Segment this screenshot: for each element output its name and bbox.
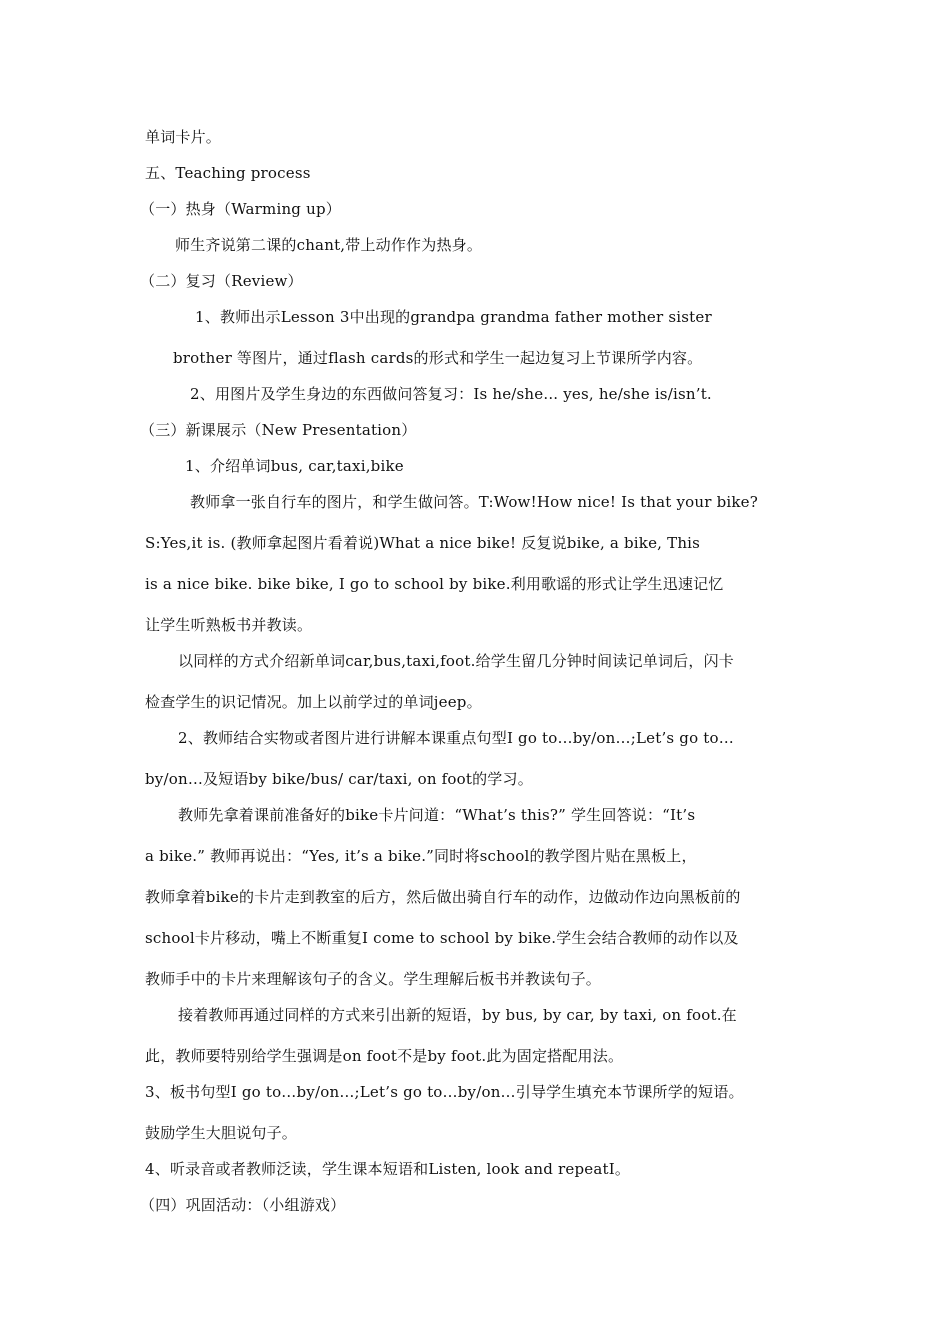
subsection-heading: （二）复习（Review） — [140, 272, 303, 290]
text-line: 3、板书句型I go to…by/on…;Let’s go to…by/on…引导学生填充本节课所学的短语。 — [145, 1083, 744, 1101]
text-line: a bike.” 教师再说出：“Yes, it’s a bike.”同时将school的教学图片贴在黑板上， — [145, 847, 697, 865]
text-line: 接着教师再通过同样的方式来引出新的短语，by bus, by car, by taxi, on foot.在 — [178, 1006, 737, 1024]
subsection-heading: （一）热身（Warming up） — [140, 200, 341, 218]
text-line: 教师先拿着课前准备好的bike卡片问道：“What’s this?” 学生回答说：“It’s — [178, 806, 696, 824]
text-line: 检查学生的识记情况。加上以前学过的单词jeep。 — [145, 693, 482, 711]
subsection-heading: （三）新课展示（New Presentation） — [140, 421, 417, 439]
text-line: 鼓励学生大胆说句子。 — [145, 1124, 298, 1142]
text-line: 以同样的方式介绍新单词car,bus,taxi,foot.给学生留几分钟时间读记单词后，闪卡 — [178, 652, 734, 670]
text-line: is a nice bike. bike bike, I go to school by bike.利用歌谣的形式让学生迅速记忆 — [145, 575, 724, 593]
text-line: 让学生听熟板书并教读。 — [145, 616, 313, 634]
text-line: 教师拿着bike的卡片走到教室的后方，然后做出骑自行车的动作，边做动作边向黑板前的 — [145, 888, 741, 906]
text-line: 教师拿一张自行车的图片，和学生做问答。T:Wow!How nice! Is that your bike? — [190, 493, 759, 511]
section-heading: 五、Teaching process — [145, 164, 311, 182]
text-line: 4、听录音或者教师泛读，学生课本短语和Listen, look and repeatⅠ。 — [145, 1160, 631, 1178]
text-line: school卡片移动，嘴上不断重复I come to school by bike.学生会结合教师的动作以及 — [145, 929, 739, 947]
text-line: 1、介绍单词bus, car,taxi,bike — [185, 457, 404, 475]
text-line: 2、教师结合实物或者图片进行讲解本课重点句型I go to…by/on…;Let’s go to… — [178, 729, 734, 747]
text-line: 此，教师要特别给学生强调是on foot不是by foot.此为固定搭配用法。 — [145, 1047, 624, 1065]
text-line: 教师手中的卡片来理解该句子的含义。学生理解后板书并教读句子。 — [145, 970, 602, 988]
text-line: brother 等图片，通过flash cards的形式和学生一起边复习上节课所学内容。 — [173, 349, 703, 367]
text-line: 单词卡片。 — [145, 128, 222, 146]
text-line: S:Yes,it is. (教师拿起图片看着说)What a nice bike! 反复说bike, a bike, This — [145, 534, 701, 552]
text-line: by/on…及短语by bike/bus/ car/taxi, on foot的学习。 — [145, 770, 533, 788]
text-line: 师生齐说第二课的chant,带上动作作为热身。 — [175, 236, 483, 254]
text-line: 2、用图片及学生身边的东西做问答复习：Is he/she... yes, he/she is/isn’t. — [190, 385, 712, 403]
text-line: 1、教师出示Lesson 3中出现的grandpa grandma father mother sister — [195, 308, 712, 326]
subsection-heading: （四）巩固活动：（小组游戏） — [140, 1196, 346, 1214]
